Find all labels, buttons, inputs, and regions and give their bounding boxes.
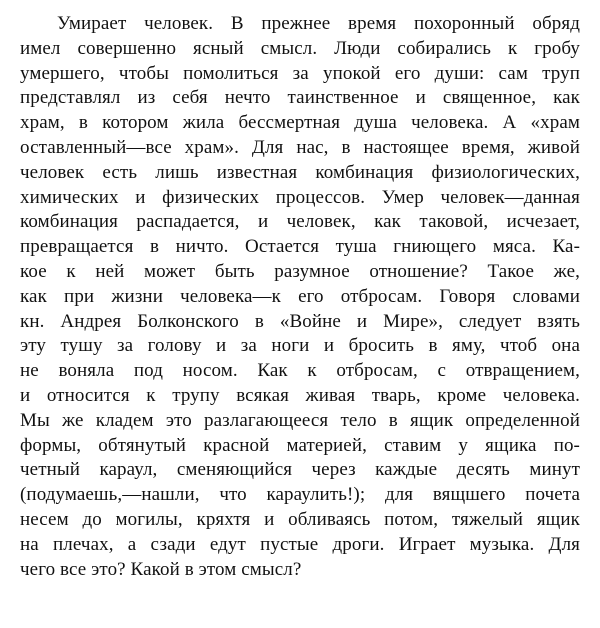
text-line: как при жизни человека—к его отбросам. Говоря словами	[20, 285, 580, 307]
text-line: представлял из себя нечто таинственное и священное, как	[20, 87, 580, 109]
text-line: формы, обтянутый красной материей, ставим у ящика по-	[20, 434, 580, 456]
paragraph	[20, 12, 580, 582]
text-line: несем до могилы, кряхтя и обливаясь потом, тяжелый ящик	[20, 508, 580, 530]
text-line: четный караул, сменяющийся через каждые десять минут	[20, 459, 580, 481]
text-line: оставленный—все храм». Для нас, в настоящее время, живой	[20, 136, 580, 158]
text-line: химических и физических процессов. Умер человек—данная	[20, 186, 580, 208]
text-line: превращается в ничто. Остается туша гниющего мяса. Ка-	[20, 236, 580, 258]
text-line: эту тушу за голову и за ноги и бросить в яму, чтоб она	[20, 335, 580, 357]
text-line: и относится к трупу всякая живая тварь, кроме человека.	[20, 384, 580, 406]
text-line: кое к ней может быть разумное отношение? Такое же,	[20, 260, 580, 282]
text-line: Умирает человек. В прежнее время похоронный обряд	[57, 13, 580, 34]
text-line: Мы же кладем это разлагающееся тело в ящик определенной	[20, 409, 580, 431]
text-line: (подумаешь,—нашли, что караулить!); для вящшего почета	[20, 484, 580, 506]
text-line: умершего, чтобы помолиться за упокой его души: сам труп	[20, 62, 580, 84]
text-line: чего все это? Какой в этом смысл?	[20, 558, 302, 580]
text-line: храм, в котором жила бессмертная душа человека. А «храм	[20, 112, 580, 134]
text-line: кн. Андрея Болконского в «Войне и Мире», следует взять	[20, 310, 580, 332]
text-line: имел совершенно ясный смысл. Люди собирались к гробу	[20, 37, 580, 59]
text-line: не воняла под носом. Как к отбросам, с отвращением,	[20, 360, 580, 382]
text-line: на плечах, а сзади едут пустые дроги. Играет музыка. Для	[20, 533, 580, 555]
text-line: комбинация распадается, и человек, как таковой, исчезает,	[20, 211, 580, 233]
text-line: человек есть лишь известная комбинация физиологических,	[20, 161, 580, 183]
